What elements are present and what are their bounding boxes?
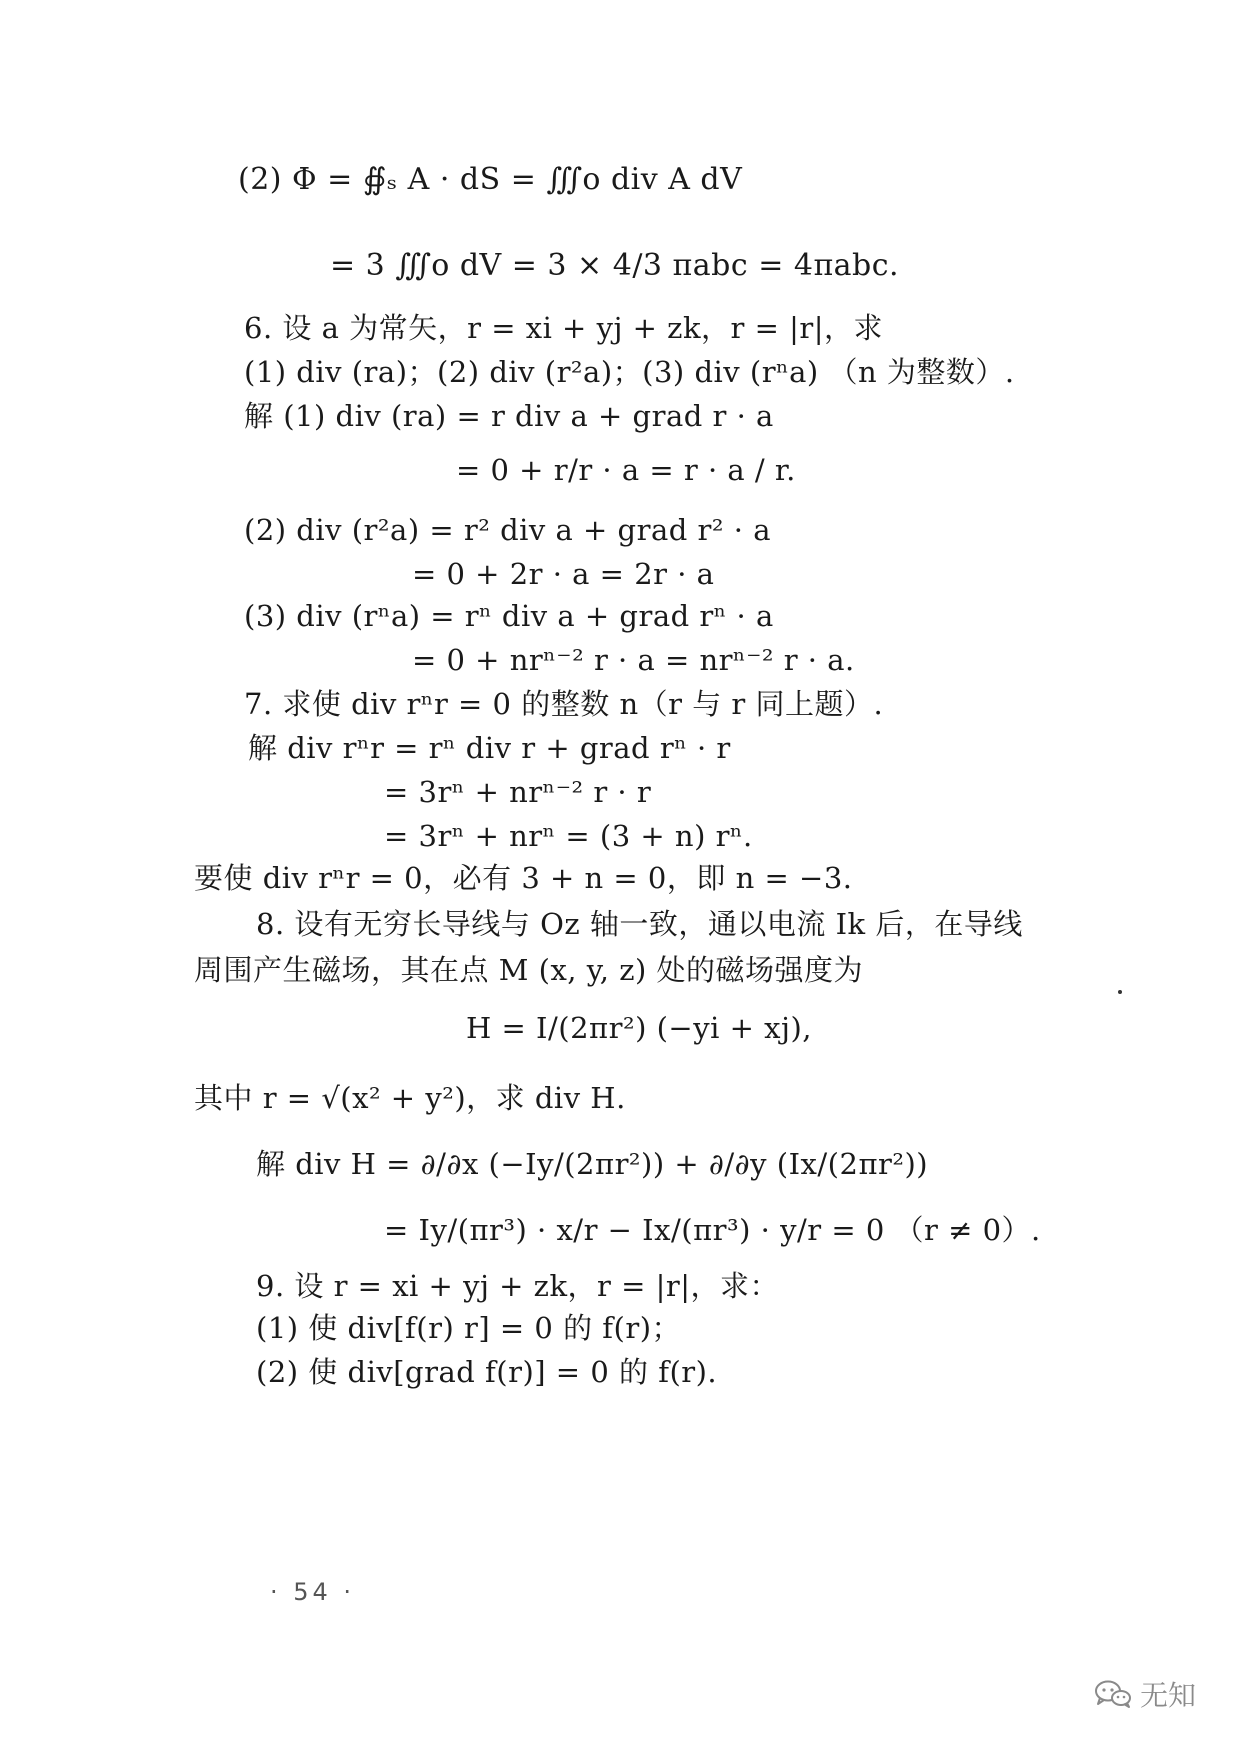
problem-9-statement: 9. 设 r = xi + yj + zk，r = |r|，求： (256, 1269, 780, 1303)
solution-6-3-line-2: = 0 + nrⁿ⁻² r · a = nrⁿ⁻² r · a. (412, 643, 855, 677)
eq-flux-line-2: = 3 ∭ᴏ dV = 3 × 4/3 πabc = 4πabc. (330, 248, 900, 283)
problem-7-statement: 7. 求使 div rⁿr = 0 的整数 n（r 与 r 同上题）. (244, 687, 884, 721)
solution-7-line-1: 解 div rⁿr = rⁿ div r + grad rⁿ · r (248, 731, 731, 765)
solution-8-line-2: = Iy/(πr³) · x/r − Ix/(πr³) · y/r = 0 （r ≠ 0）. (384, 1213, 1041, 1247)
problem-6-parts: (1) div (ra)；(2) div (r²a)；(3) div (rⁿa) （n 为整数）. (244, 355, 1015, 389)
solution-8-line-1: 解 div H = ∂/∂x (−Iy/(2πr²)) + ∂/∂y (Ix/(2πr²)) (256, 1147, 929, 1181)
solution-7-line-3: = 3rⁿ + nrⁿ = (3 + n) rⁿ. (384, 819, 753, 853)
solution-6-1-line-2: = 0 + r/r · a = r · a / r. (456, 453, 796, 487)
solution-7-line-2: = 3rⁿ + nrⁿ⁻² r · r (384, 775, 652, 809)
watermark-text: 无知 (1140, 1679, 1197, 1712)
solution-6-1-line-1: 解 (1) div (ra) = r div a + grad r · a (244, 399, 774, 433)
eq-flux-line-1: (2) Φ = ∯ₛ A · dS = ∭ᴏ div A dV (238, 162, 743, 197)
watermark (1094, 1674, 1196, 1714)
problem-9-part-2: (2) 使 div[grad f(r)] = 0 的 f(r). (256, 1355, 718, 1389)
solution-6-2-line-1: (2) div (r²a) = r² div a + grad r² · a (244, 513, 771, 547)
scan-speck (1118, 990, 1122, 994)
solution-6-2-line-2: = 0 + 2r · a = 2r · a (412, 557, 715, 591)
problem-8-question: 其中 r = √(x² + y²)，求 div H. (194, 1081, 626, 1115)
solution-7-conclusion: 要使 div rⁿr = 0，必有 3 + n = 0，即 n = −3. (194, 861, 853, 895)
wechat-icon (1094, 1679, 1132, 1709)
eq-magnetic-field: H = I/(2πr²) (−yi + xj), (466, 1011, 812, 1045)
problem-6-statement: 6. 设 a 为常矢，r = xi + yj + zk，r = |r|，求 (244, 311, 884, 345)
problem-9-part-1: (1) 使 div[f(r) r] = 0 的 f(r)； (256, 1311, 682, 1345)
problem-8-statement-line-2: 周围产生磁场，其在点 M (x, y, z) 处的磁场强度为 (194, 953, 864, 987)
problem-8-statement-line-1: 8. 设有无穷长导线与 Oz 轴一致，通以电流 Ik 后，在导线 (256, 907, 1023, 941)
solution-6-3-line-1: (3) div (rⁿa) = rⁿ div a + grad rⁿ · a (244, 599, 774, 633)
page-number: · 54 · (270, 1578, 356, 1606)
